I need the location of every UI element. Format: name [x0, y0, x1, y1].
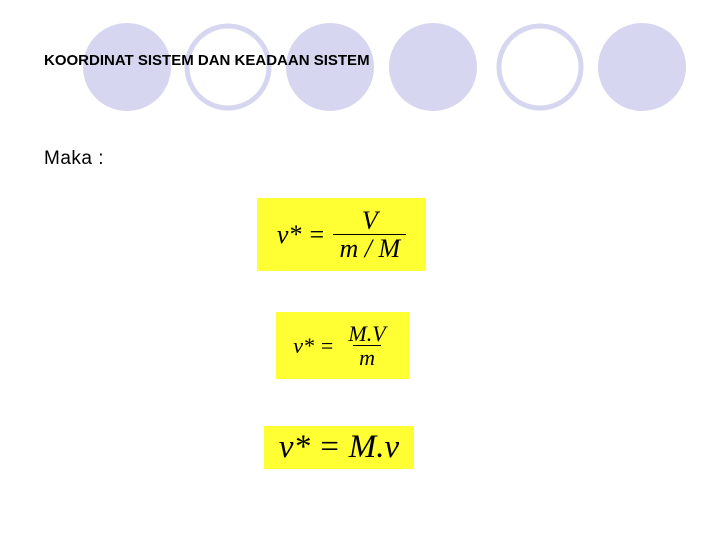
equation-2-lhs: v* =: [293, 332, 335, 358]
equation-1-lhs: v* =: [276, 219, 326, 249]
outline-circle: [499, 26, 581, 108]
equation-2: [276, 312, 409, 379]
filled-circle: [598, 23, 686, 111]
filled-circle: [389, 23, 477, 111]
equation-2-fraction: [342, 322, 391, 369]
slide-title: KOORDINAT SISTEM DAN KEADAAN SISTEM: [44, 52, 370, 69]
intro-text: Maka :: [44, 148, 105, 169]
equation-1: [257, 198, 426, 271]
equation-1-denominator: m / M: [333, 234, 406, 262]
equation-3: [264, 426, 414, 469]
equation-2-denominator: m: [353, 345, 381, 369]
equation-2-numerator: M.V: [348, 320, 386, 346]
equation-3-expression: v* = M.v: [278, 429, 400, 465]
equation-1-numerator: V: [361, 205, 378, 235]
equation-1-fraction: [333, 207, 406, 263]
